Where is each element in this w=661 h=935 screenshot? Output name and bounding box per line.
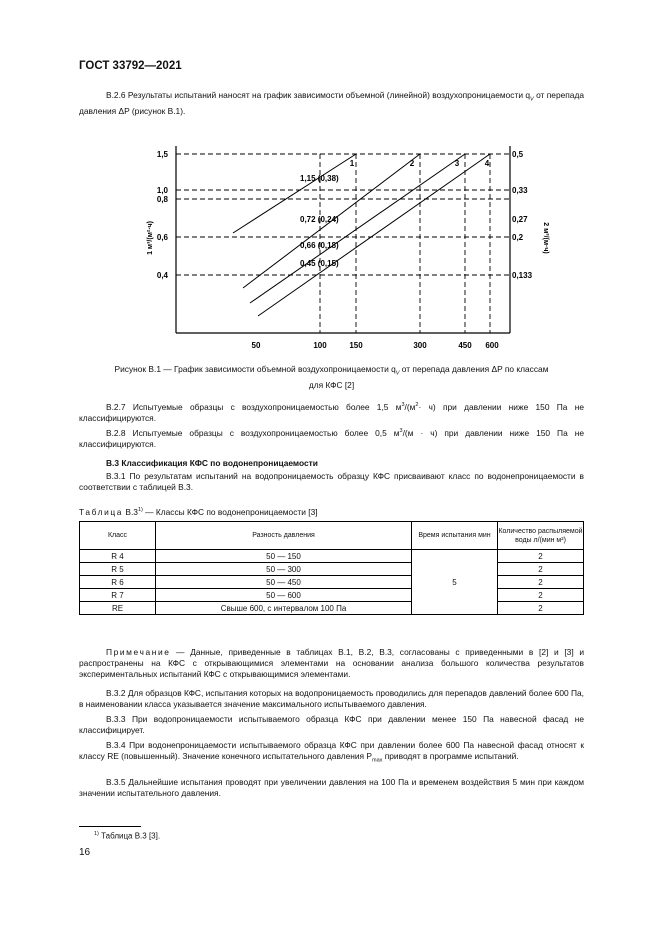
page-number: 16 [79, 847, 91, 858]
table-title-rest: — Классы КФС по водонепроницаемости [3] [145, 507, 318, 517]
y-right-tick: 0,133 [512, 271, 533, 280]
paragraph-b3-1: В.3.1 По результатам испытаний на водопроницаемость образцу КФС присваивают класс по водонепроницаемости в соответствии с таблицей В.3. [79, 471, 584, 492]
header-class: Класс [80, 522, 156, 550]
y-left-tick: 0,8 [156, 195, 168, 204]
table-header-row [80, 522, 584, 550]
y-right-tick: 0,5 [512, 150, 524, 159]
series-label: 1 [349, 159, 355, 168]
vertical-gridlines [320, 154, 490, 333]
caption-line1: Рисунок В.1 — График зависимости объемной воздухопроницаемости q [114, 364, 396, 374]
series-label: 2 [409, 159, 415, 168]
paragraph-b3-4 [79, 740, 584, 767]
cell-class: R 4 [80, 550, 156, 563]
x-tick: 100 [313, 341, 327, 350]
paragraph-b3-2: В.3.2 Для образцов КФС, испытания которых на водопроницаемость проводились для перепадов давлений более 600 Па, в наименовании класса указывается значение максимального испытываемого давления. [79, 688, 584, 709]
b26-text: В.2.6 Результаты испытаний наносят на график зависимости объемной (линейной) воздухопроницаемости q [106, 90, 531, 100]
b27-c: · ч) при давлении ниже 150 Па не классифицируются. [79, 401, 584, 423]
table-title-sup: 1) [137, 507, 143, 514]
x-tick: 450 [458, 341, 472, 350]
x-tick: 150 [349, 341, 363, 350]
y-left-tick: 0,6 [156, 233, 168, 242]
caption-sub: V [395, 370, 400, 377]
cell-pressure: 50 — 300 [156, 563, 412, 576]
table-title-number: В.3 [125, 507, 138, 517]
y-left-label: 1 м³/(м²·ч) [147, 221, 154, 255]
footnote-separator [79, 826, 141, 827]
b26-text2: от перепада давления ΔP (рисунок В.1). [79, 90, 584, 116]
cell-class: R 7 [80, 589, 156, 602]
chart-annotation: 0,45 (0,15) [300, 259, 339, 268]
table-row [80, 602, 584, 615]
x-tick: 300 [413, 341, 427, 350]
b27-b: /(м [404, 401, 416, 412]
b28-a: В.2.8 Испытуемые образцы с воздухопроницаемостью более 0,5 м [106, 427, 400, 438]
water-classes-table [79, 521, 584, 615]
paragraph-b2-7: В.2.7 Испытуемые образцы с воздухопроницаемостью более 1,5 $м^3/(м^2\cdot ч)$ при давлении ниже 150 Па не классифицируются. [79, 401, 584, 423]
header-water: Количество распыляемой воды л/(мин м²) [498, 522, 584, 550]
y-right-tick: 0,27 [512, 215, 528, 224]
cell-pressure: 50 — 600 [156, 589, 412, 602]
cell-class: R 6 [80, 576, 156, 589]
b34-b: приводят в программе испытаний. [384, 751, 519, 761]
cell-pressure: Свыше 600, с интервалом 100 Па [156, 602, 412, 615]
x-tick: 50 [251, 341, 261, 350]
header-time: Время испытания мин [412, 522, 498, 550]
cell-time: 5 [412, 550, 498, 615]
document-code: ГОСТ 33792—2021 [79, 60, 182, 72]
b34-sub: max [372, 757, 383, 764]
table-note [79, 647, 584, 680]
cell-pressure: 50 — 450 [156, 576, 412, 589]
b34-a: В.3.4 При водонепроницаемости испытываемого образца КФС при давлении более 600 Па навесной фасад относят к классу RE (повышенный). Значение конечного испытательного давления P [79, 740, 584, 761]
cell-pressure: 50 — 150 [156, 550, 412, 563]
table-title [79, 507, 318, 517]
table-row [80, 576, 584, 589]
y-right-tick: 0,2 [512, 233, 524, 242]
cell-water: 2 [498, 589, 584, 602]
class-line-4 [258, 154, 490, 316]
note-text: — Данные, приведенные в таблицах В.1, В.2, В.3, согласованы с приведенными в [2] и [3] и распространены на КФС с открывающимися элементами на основании анализа большого количества результатов экспериментальных испытаний КФС с открывающимися элементами. [79, 647, 585, 679]
paragraph-b3-3: В.3.3 При водопроницаемости испытываемого образца КФС при давлении менее 150 Па навесной фасад не классифицирует. [79, 714, 584, 735]
paragraph-b3-5: В.3.5 Дальнейшие испытания проводят при увеличении давления на 100 Па и временем воздействия 5 мин при каждом значении испытательного давления. [79, 777, 584, 798]
cell-class: RE [80, 602, 156, 615]
note-label: Примечание [106, 647, 171, 657]
chart-annotation: 1,15 (0,38) [300, 174, 339, 183]
chart-annotation: 0,66 (0,18) [300, 241, 339, 250]
table-row [80, 589, 584, 602]
paragraph-b2-8: В.2.8 Испытуемые образцы с воздухопроницаемостью более 0,5 $м^3/(м \cdot ч)$ при давлении ниже 150 Па не классифицируются. [79, 427, 585, 449]
figure-caption [79, 364, 584, 391]
chart-annotation: 0,72 (0,24) [300, 215, 339, 224]
paragraph-b2-6 [79, 90, 584, 117]
cell-water: 2 [498, 550, 584, 563]
footnote [94, 831, 160, 841]
b28-b: /(м · ч) при давлении ниже 150 Па не классифицируются. [79, 427, 585, 449]
series-label: 4 [484, 159, 490, 168]
table-row [80, 563, 584, 576]
class-lines [233, 154, 490, 316]
cell-class: R 5 [80, 563, 156, 576]
table-title-label: Таблица [79, 507, 124, 517]
pressure-chart [140, 138, 549, 358]
table-row [80, 550, 584, 563]
b26-sub: V [530, 96, 534, 103]
y-left-tick: 1,0 [156, 186, 168, 195]
y-left-tick: 1,5 [156, 150, 168, 159]
class-line-3 [250, 154, 465, 303]
cell-water: 2 [498, 602, 584, 615]
footnote-sup: 1) [94, 831, 99, 837]
y-left-tick: 0,4 [156, 271, 168, 280]
b27-a: В.2.7 Испытуемые образцы с воздухопроницаемостью более 1,5 м [106, 401, 402, 412]
footnote-text: Таблица В.3 [3]. [101, 831, 161, 841]
series-label: 3 [454, 159, 460, 168]
y-right-label: 2 м³/(м·ч) [542, 222, 549, 254]
caption-line2: для КФС [2] [308, 379, 355, 390]
cell-water: 2 [498, 563, 584, 576]
section-title-b3: В.3 Классификация КФС по водонепроницаемости [106, 458, 318, 468]
header-pressure: Разность давления [156, 522, 412, 550]
caption-line1b: от перепада давления ΔP по классам [401, 364, 549, 374]
x-tick: 600 [485, 341, 499, 350]
cell-water: 2 [498, 576, 584, 589]
y-right-tick: 0,33 [512, 186, 528, 195]
